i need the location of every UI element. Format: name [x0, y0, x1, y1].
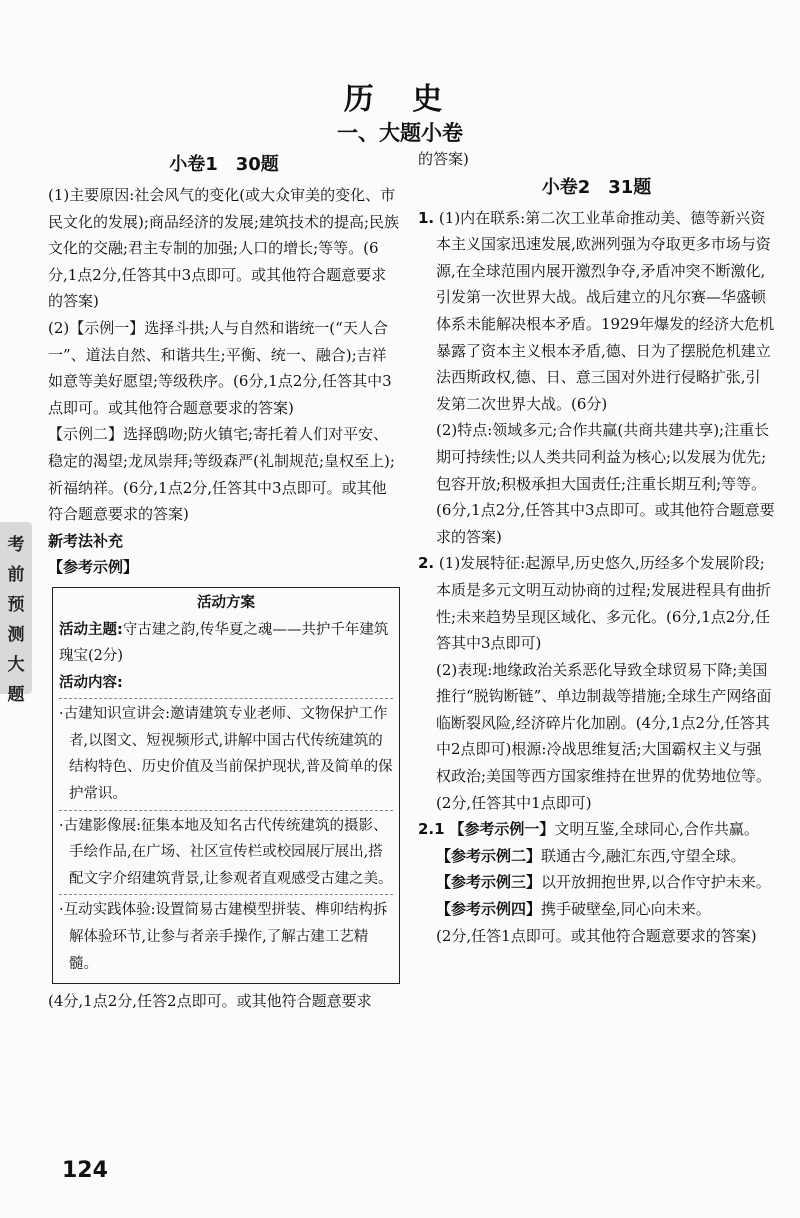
question-1-answer: [418, 205, 775, 418]
activity-plan-box: [52, 587, 400, 984]
activity-theme-label: 活动主题:: [59, 621, 123, 638]
example-text: 以开放拥抱世界,以合作守护未来。: [541, 873, 771, 892]
example-text: 文明互鉴,全球同心,合作共赢。: [554, 820, 759, 839]
example-label: 【参考示例二】: [436, 846, 542, 865]
answer-paragraph: (2)表现:地缘政治关系恶化导致全球贸易下降;美国推行“脱钩断链”、单边制裁等措施;全球生产网络面临断裂风险,经济碎片化加剧。(4分,1点2分,任答其中2点即可)根源:冷战思维复活;大国霸权主义与强权政治;美国等西方国家维持在世界的优势地位等。(2分,任答其中1点即可): [436, 660, 772, 812]
answer-paragraph: (4分,1点2分,任答2点即可。或其他符合题意要求: [48, 992, 372, 1011]
answer-paragraph: (2分,任答1点即可。或其他符合题意要求的答案): [436, 926, 757, 945]
activity-theme-text: 守古建之韵,传华夏之魂——共护千年建筑瑰宝(2分): [59, 621, 389, 665]
answer-paragraph: (1)发展特征:起源早,历史悠久,历经多个发展阶段;本质是多元文明互动协商的过程;发展进程具有曲折性;未来趋势呈现区域化、多元化。(6分,1点2分,任答其中3点即可): [436, 554, 772, 653]
example-text: 联通古今,融汇东西,守望全球。: [541, 846, 746, 865]
example-label: 【参考示例一】: [449, 820, 555, 839]
activity-plan-title: 活动方案: [197, 594, 255, 611]
question-number: 2.1: [418, 820, 445, 839]
left-column-heading: 小卷1 30题: [169, 154, 279, 175]
right-column: [418, 150, 775, 949]
reference-example-label: 【参考示例】: [48, 558, 139, 577]
answer-paragraph: (2)【示例一】选择斗拱;人与自然和谐统一(“天人合一”、道法自然、和谐共生;平衡、统一、融合);吉祥如意等美好愿望;等级秩序。(6分,1点2分,任答其中3点即可。或其他符合题意要求的答案): [48, 318, 392, 417]
answer-continuation: 的答案): [418, 150, 469, 168]
example-label: 【参考示例四】: [436, 900, 542, 919]
right-column-heading: 小卷2 31题: [541, 176, 652, 198]
example-line: [418, 843, 775, 870]
example-text: 携手破壁垒,同心向未来。: [541, 900, 711, 919]
example-label: 【参考示例三】: [436, 873, 542, 892]
question-2-1-answer: [418, 816, 775, 843]
side-tab-label: 考前预测大题: [7, 535, 25, 705]
example-line: [418, 896, 775, 923]
supplement-heading: 新考法补充: [48, 531, 124, 550]
answer-paragraph: (1)主要原因:社会风气的变化(或大众审美的变化、市民文化的发展);商品经济的发展;建筑技术的提高;民族文化的交融;君主专制的加强;人口的增长;等等。(6分,1点2分,任答其中3点即可。或其他符合题意要求的答案): [48, 186, 400, 311]
question-number: 1.: [418, 208, 435, 227]
page-number: 124: [62, 1158, 108, 1183]
activity-content-label: 活动内容:: [59, 674, 123, 691]
activity-theme: [59, 617, 393, 670]
question-number: 2.: [418, 554, 435, 573]
page-title: 历 史: [343, 82, 457, 117]
answer-paragraph: (1)内在联系:第二次工业革命推动美、德等新兴资本主义国家迅速发展,欧洲列强为夺取更多市场与资源,在全球范围内展开激烈争夺,矛盾冲突不断激化,引发第一次世界大战。战后建立的凡尔赛—华盛顿体系未能解决根本矛盾。1929年爆发的经济大危机暴露了资本主义根本矛盾,德、日为了摆脱危机建立法西斯政权,德、日、意三国对外进行侵略扩张,引发第二次世界大战。(6分): [436, 208, 775, 413]
answer-paragraph: 【示例二】选择鸱吻;防火镇宅;寄托着人们对平安、稳定的渴望;龙凤崇拜;等级森严(礼制规范;皇权至上);祈福纳祥。(6分,1点2分,任答其中3点即可。或其他符合题意要求的答案): [48, 425, 395, 524]
section-title: 一、大题小卷: [337, 121, 463, 145]
activity-item: ·互动实践体验:设置简易古建模型拼装、榫卯结构拆解体验环节,让参与者亲手操作,了解古建工艺精髓。: [59, 894, 393, 977]
left-column: [48, 150, 400, 1015]
activity-item: ·古建知识宣讲会:邀请建筑专业老师、文物保护工作者,以图文、短视频形式,讲解中国古代传统建筑的结构特色、历史价值及当前保护现状,普及简单的保护常识。: [59, 698, 393, 807]
side-tab: [0, 522, 32, 705]
answer-paragraph: (2)特点:领域多元;合作共赢(共商共建共享);注重长期可持续性;以人类共同利益为核心;以发展为优先;包容开放;积极承担大国责任;注重长期互利;等等。(6分,1点2分,任答其中3点即可。或其他符合题意要求的答案): [436, 421, 775, 546]
question-2-answer: [418, 550, 775, 656]
activity-item: ·古建影像展:征集本地及知名古代传统建筑的摄影、手绘作品,在广场、社区宣传栏或校园展厅展出,搭配文字介绍建筑背景,让参观者直观感受古建之美。: [59, 810, 393, 893]
example-line: [418, 869, 775, 896]
